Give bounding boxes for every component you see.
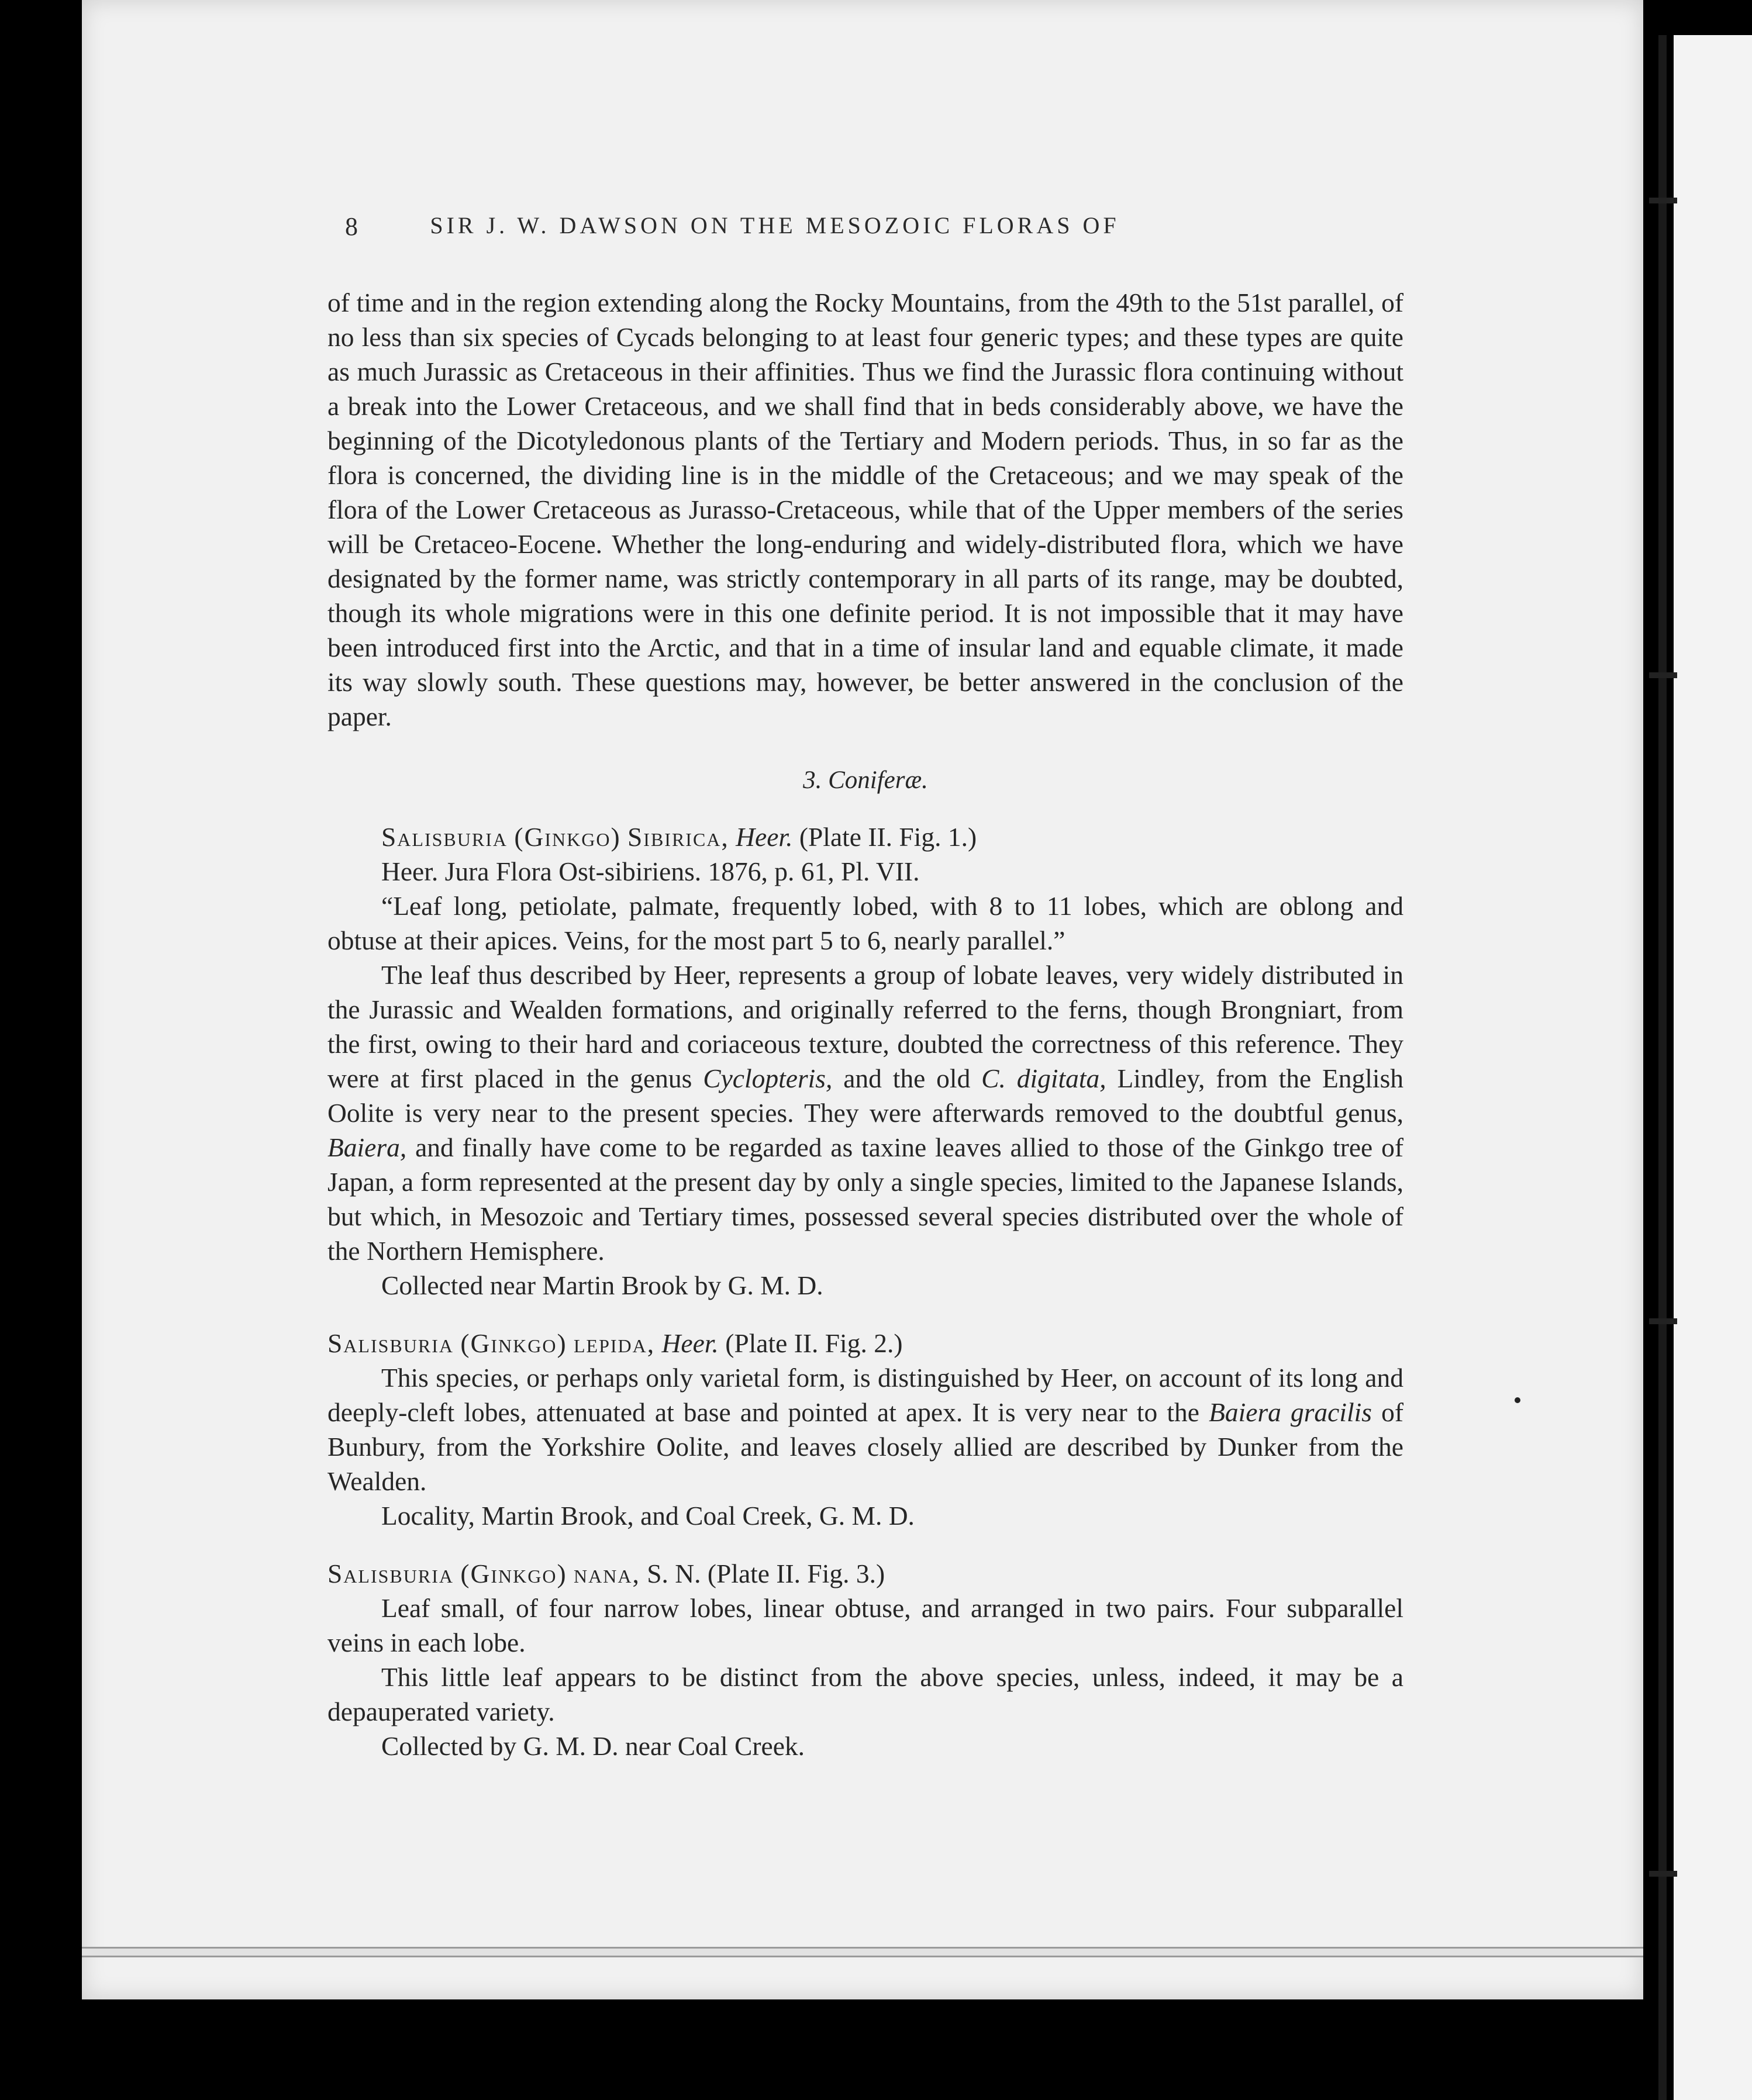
species-epithet: Sibirica,: [627, 822, 729, 852]
species-epithet: lepida,: [574, 1328, 656, 1358]
section-title: Coniferæ.: [828, 766, 928, 794]
species-heading: [327, 1556, 1403, 1591]
page-number: 8: [345, 212, 358, 241]
running-head: SIR J. W. DAWSON ON THE MESOZOIC FLORAS OF: [430, 212, 1120, 239]
discussion-text: The leaf thus described by Heer, represents a group of lobate leaves, very widely distributed in the Jurassic and Wealden formations, and originally referred to the ferns, though Brongniart, from the first, owing to their hard and coriaceous texture, doubted the correctness of this reference. They were at first placed in the genus: [327, 960, 1403, 1093]
description-paragraph: [327, 1360, 1403, 1498]
literature-reference: Heer. Jura Flora Ost-sibiriens. 1876, p. 61, Pl. VII.: [381, 856, 920, 886]
species-reference: Baiera gracilis: [1209, 1397, 1372, 1427]
genus-reference: Cyclopteris,: [703, 1063, 833, 1093]
plate-reference: (Plate II. Fig. 1.): [799, 822, 977, 852]
species-author: Heer.: [736, 822, 793, 852]
facing-page-edge: [1674, 35, 1752, 2100]
binding-clip: [1649, 198, 1677, 203]
binding-clip: [1649, 1871, 1677, 1877]
page-bottom-edge: [82, 1947, 1643, 1957]
discussion-text: and the old: [843, 1063, 971, 1093]
section-number: 3.: [803, 766, 822, 794]
genus-name: Salisburia: [327, 1328, 454, 1358]
intro-paragraph: of time and in the region extending along the Rocky Mountains, from the 49th to the 51st parallel, of no less than six species of Cycads belonging to at least four generic types; and these types are quite as much Jurassic as Cretaceous in their affinities. Thus we find the Jurassic flora continuing without a break into the Lower Cretaceous, and we shall find that in beds considerably above, we have the beginning of the Dicotyledonous plants of the Tertiary and Modern periods. Thus, in so far as the flora is concerned, the dividing line is in the middle of the Cretaceous; and we may speak of the flora of the Lower Cretaceous as Jurasso-Cretaceous, while that of the Upper members of the series will be Cretaceo-Eocene. Whether the long-enduring and widely-distributed flora, which we have designated by the former name, was strictly contemporary in all parts of its range, may be doubted, though its whole migrations were in this one definite period. It is not impossible that it may have been introduced first into the Arctic, and that in a time of insular land and equable climate, it made its way slowly south. These questions may, however, be better answered in the conclusion of the paper.: [327, 288, 1403, 731]
genus-name: Salisburia: [327, 1559, 454, 1588]
remark-paragraph: This little leaf appears to be distinct from the above species, unless, indeed, it may be a depauperated variety.: [327, 1662, 1403, 1726]
discussion-paragraph: [327, 958, 1403, 1268]
species-reference: C. digitata,: [981, 1063, 1106, 1093]
species-heading: [327, 1326, 1403, 1360]
binding-gutter: [1658, 35, 1667, 2100]
description-text: of Bunbury, from the Yorkshire Oolite, and leaves closely allied are described by Dunker from the Wealden.: [327, 1397, 1404, 1496]
binding-clip: [1649, 1318, 1677, 1324]
genus-name: Salisburia: [381, 822, 508, 852]
collection-note: Collected near Martin Brook by G. M. D.: [381, 1270, 823, 1300]
locality-note: Locality, Martin Brook, and Coal Creek, G. M. D.: [381, 1501, 915, 1531]
species-heading: [327, 820, 1403, 854]
discussion-text: and finally have come to be regarded as taxine leaves allied to those of the Ginkgo tree of Japan, a form represented at the present day by only a single species, limited to the Japanese Islands, but which, in Mesozoic and Tertiary times, possessed several species distributed over the whole of the Northern Hemisphere.: [327, 1132, 1403, 1266]
genus-reference: Baiera,: [327, 1132, 407, 1162]
alt-genus-name: (Ginkgo): [460, 1559, 567, 1588]
collection-note: Collected by G. M. D. near Coal Creek.: [381, 1731, 805, 1761]
plate-reference: (Plate II. Fig. 2.): [725, 1328, 903, 1358]
alt-genus-name: (Ginkgo): [460, 1328, 567, 1358]
discussion-text: Lindley, from the English Oolite is very near to the present species. They were afterwards removed to the doubtful genus,: [327, 1063, 1404, 1128]
speck-mark: [1515, 1397, 1520, 1403]
quoted-description: “Leaf long, petiolate, palmate, frequently lobed, with 8 to 11 lobes, which are oblong and obtuse at their apices. Veins, for the most part 5 to 6, nearly parallel.”: [327, 891, 1403, 955]
page-body: [327, 285, 1403, 1763]
description-paragraph: Leaf small, of four narrow lobes, linear obtuse, and arranged in two pairs. Four subparallel veins in each lobe.: [327, 1593, 1403, 1657]
species-author: Heer.: [661, 1328, 719, 1358]
description-text: This species, or perhaps only varietal form, is distinguished by Heer, on account of its long and deeply-cleft lobes, attenuated at base and pointed at apex. It is very near to the: [327, 1363, 1403, 1427]
plate-reference: (Plate II. Fig. 3.): [707, 1559, 885, 1588]
alt-genus-name: (Ginkgo): [514, 822, 621, 852]
section-heading: [327, 763, 1403, 797]
species-author: S. N.: [647, 1559, 701, 1588]
species-epithet: nana,: [574, 1559, 640, 1588]
binding-clip: [1649, 672, 1677, 678]
